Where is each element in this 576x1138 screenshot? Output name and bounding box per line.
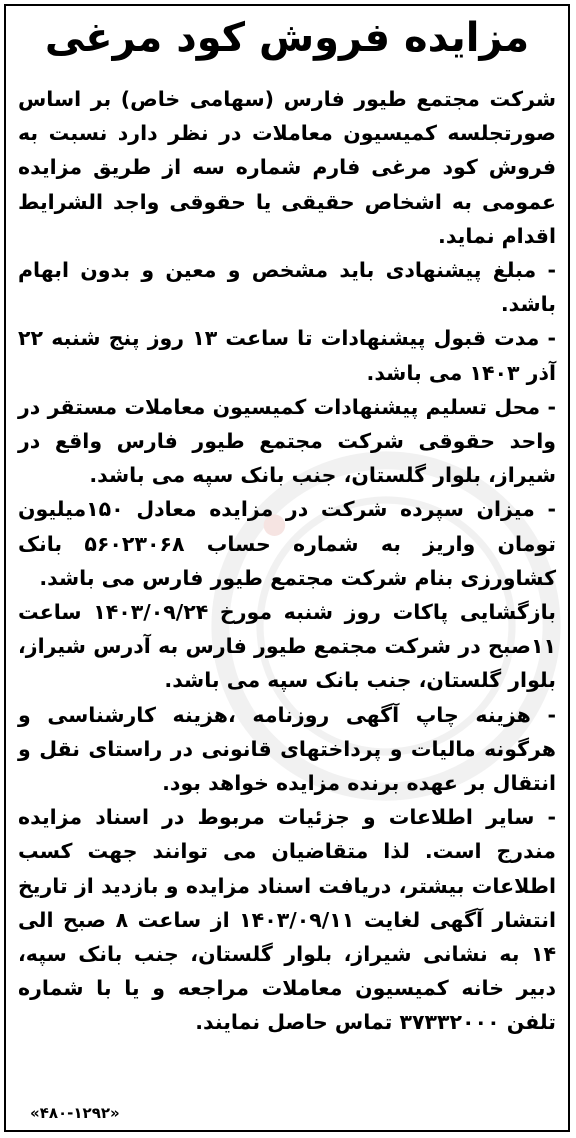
condition-submission-place: - محل تسلیم پیشنهادات کمیسیون معاملات مستقر در واحد حقوقی شرکت مجتمع طیور فارس واقع در شیراز، بلوار گلستان، جنب بانک سپه می باشد. [18,394,556,488]
condition-deposit: - میزان سپرده شرکت در مزایده معادل ۱۵۰میلیون تومان واریز به شماره حساب ۵۶۰۲۳۰۶۸ بانک کشاورزی بنام شرکت مجتمع طیور فارس می باشد. [18,497,556,590]
notice-code: «۴۸۰-۱۲۹۲» [30,1104,120,1122]
condition-opening: بازگشایی پاکات روز شنبه مورخ ۱۴۰۳/۰۹/۲۴ ساعت ۱۱صبح در شرکت مجتمع طیور فارس به آدرس شیراز، بلوار گلستان، جنب بانک سپه می باشد. [18,600,556,693]
condition-costs: - هزینه چاپ آگهی روزنامه ،هزینه کارشناسی و هرگونه مالیات و پرداختهای قانونی در راستای نقل و انتقال بر عهده برنده مزایده خواهد بود. [18,702,556,796]
notice-body [6,82,568,1040]
condition-bid-amount: - مبلغ پیشنهادی باید مشخص و معین و بدون ابهام باشد. [18,258,556,317]
notice-title: مزایده فروش کود مرغی [44,15,530,61]
condition-more-info: - سایر اطلاعات و جزئیات مربوط در اسناد مزایده مندرج است. لذا متقاضیان می توانند جهت کسب اطلاعات بیشتر، دریافت اسناد مزایده و بازدید از تاریخ انتشار آگهی لغایت ۱۴۰۳/۰۹/۱۱ از ساعت ۸ صبح الی ۱۴ به نشانی شیراز، بلوار گلستان، جنب بانک سپه، دبیر خانه کمیسیون معاملات مراجعه و یا با شماره تلفن ۳۷۳۳۲۰۰۰ تماس حاصل نمایند. [18,805,556,1035]
auction-notice [4,4,570,1132]
condition-deadline: - مدت قبول پیشنهادات تا ساعت ۱۳ روز پنج شنبه ۲۲ آذر ۱۴۰۳ می باشد. [18,326,556,385]
intro-paragraph: شرکت مجتمع طیور فارس (سهامی خاص) بر اساس صورتجلسه کمیسیون معاملات در نظر دارد نسبت به فروش کود مرغی فارم شماره سه از طریق مزایده عمومی به اشخاص حقیقی یا حقوقی واجد الشرایط اقدام نماید. [18,87,556,248]
